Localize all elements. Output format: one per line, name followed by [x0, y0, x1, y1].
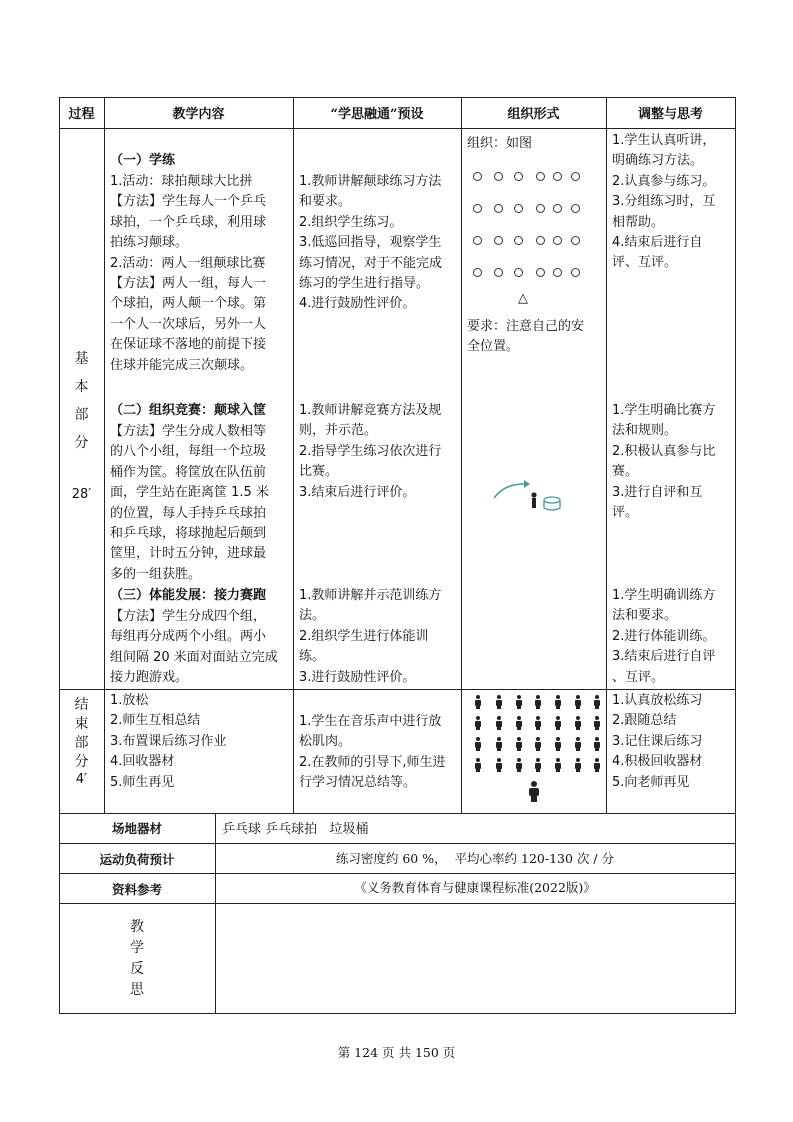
- player-body-icon: [532, 498, 536, 508]
- bin-top-icon: [544, 497, 560, 503]
- student-face-icon: [571, 236, 580, 245]
- reflection-label: 教 学 反 思: [130, 919, 144, 998]
- adjust2: 1.学生明确比赛方 法和规则。 2.积极认真参与比 赛。 3.进行自评和互 评。: [612, 403, 716, 521]
- student-figure-icon: [574, 716, 582, 730]
- student-face-icon: [514, 268, 523, 277]
- org-label: 组织：如图: [467, 136, 533, 151]
- student-figure-icon: [574, 737, 582, 751]
- ending-adjust: 1.认真放松练习 2.跟随总结 3.记住课后练习 4.积极回收器材 5.向老师再见: [612, 693, 703, 790]
- equipment-value: 乒乓球 乒乓球拍 垃圾桶: [222, 822, 369, 837]
- student-face-icon: [571, 172, 580, 181]
- student-figure-icon: [474, 695, 482, 709]
- ending-content: 1.放松 2.师生互相总结 3.布置课后练习作业 4.回收器材 5.师生再见: [110, 693, 227, 790]
- load-value: 练习密度约 60 %， 平均心率约 120-130 次 / 分: [335, 851, 615, 866]
- header-content: 教学内容: [172, 107, 225, 122]
- student-face-icon: [473, 268, 482, 277]
- student-figure-icon: [554, 737, 562, 751]
- student-face-icon: [571, 204, 580, 213]
- section2-content: 【方法】学生分成人数相等 的八个小组，每组一个垃圾 桶作为筐。将筐放在队伍前 面，学生站在距离筐 1.5 米 的位置，每人手持乒乓球拍 和乒乓球，将球抛起后颠到 筐里，计时五分钟，进球最 多的一组获胜。: [110, 424, 269, 582]
- student-figure-icon: [534, 758, 542, 772]
- student-figure-icon: [495, 716, 503, 730]
- ending-preset: 1.学生在音乐声中进行放 松肌肉。 2.在教师的引导下,师生进 行学习情况总结等。: [299, 714, 446, 791]
- student-face-icon: [536, 268, 545, 277]
- student-figure-icon: [534, 737, 542, 751]
- student-figure-icon: [593, 716, 601, 730]
- student-figure-icon: [554, 716, 562, 730]
- header-organization: 组织形式: [507, 107, 560, 122]
- arrow-head-icon: [524, 480, 530, 488]
- student-face-icon: [553, 204, 562, 213]
- student-figure-icon: [474, 758, 482, 772]
- header-preset: “学思融通”预设: [330, 107, 424, 122]
- teacher-figure-icon: [528, 781, 540, 801]
- preset3: 1.教师讲解并示范训练方 法。 2.组织学生进行体能训 练。 3.进行鼓励性评价。: [299, 588, 442, 685]
- student-face-icon: [571, 268, 580, 277]
- header-adjust: 调整与思考: [637, 107, 703, 122]
- student-figure-icon: [495, 695, 503, 709]
- ending-section-label: 结 束 部 分: [74, 697, 89, 770]
- student-face-icon: [514, 204, 523, 213]
- preset1: 1.教师讲解颠球练习方法 和要求。 2.组织学生练习。 3.低巡回指导，观察学生 练习情况，对于不能完成 练习的学生进行指导。 4.进行鼓励性评价。: [299, 174, 443, 312]
- header-process: 过程: [68, 107, 95, 122]
- basic-section-label: 基 本 部 分: [74, 351, 89, 451]
- preset2: 1.教师讲解竞赛方法及规 则，并示范。 2.指导学生练习依次进行 比赛。 3.结束后进行评价。: [299, 403, 442, 500]
- student-face-icon: [536, 172, 545, 181]
- student-face-icon: [473, 236, 482, 245]
- student-face-icon: [514, 236, 523, 245]
- student-face-icon: [473, 204, 482, 213]
- student-figure-icon: [593, 758, 601, 772]
- reference-value: 《义务教育体育与健康课程标准(2022版)》: [354, 880, 596, 895]
- org-requirement: 要求：注意自己的安 全位置。: [467, 319, 585, 355]
- student-figure-icon: [574, 695, 582, 709]
- student-face-icon: [494, 172, 503, 181]
- ending-section-time: 4′: [75, 772, 88, 787]
- section3-title: （三）体能发展：接力赛跑: [110, 588, 267, 603]
- equipment-label: 场地器材: [111, 821, 162, 836]
- student-face-icon: [553, 172, 562, 181]
- student-figure-icon: [554, 758, 562, 772]
- student-figure-icon: [574, 758, 582, 772]
- reference-label: 资料参考: [111, 882, 162, 897]
- student-figure-icon: [495, 758, 503, 772]
- student-face-icon: [536, 236, 545, 245]
- student-face-icon: [494, 268, 503, 277]
- throw-arrow-icon: [494, 484, 524, 498]
- section3-content: 【方法】学生分成四个组， 每组再分成两个小组。两小 组间隔 20 米面对面站立完成 接力跑游戏。: [110, 609, 278, 686]
- adjust1: 1.学生认真听讲， 明确练习方法。 2.认真参与练习。 3.分组练习时，互 相帮助。 4.结束后进行自 评、互评。: [612, 133, 716, 271]
- section1-content: 1.活动：球拍颠球大比拼 【方法】学生每人一个乒乓 球拍，一个乒乓球，利用球 拍练习颠球。 2.活动：两人一组颠球比赛 【方法】两人一组，每人一 个球拍，两人颠一个球。第 一个人一次球后，另外一人 在保证球不落地的前提下接 住球并能完成三次颠球。: [110, 174, 267, 373]
- throw-diagram: [490, 478, 565, 514]
- student-figure-icon: [515, 737, 523, 751]
- section1-title: （一）学练: [110, 153, 176, 168]
- student-figure-icon: [474, 716, 482, 730]
- student-face-icon: [536, 204, 545, 213]
- student-face-icon: [553, 236, 562, 245]
- basic-section-time: 28′: [71, 487, 92, 502]
- student-figure-icon: [515, 716, 523, 730]
- student-figure-icon: [593, 737, 601, 751]
- student-figure-icon: [534, 716, 542, 730]
- adjust3: 1.学生明确训练方 法和要求。 2.进行体能训练。 3.结束后进行自评 、互评。: [612, 588, 716, 685]
- student-figure-icon: [515, 695, 523, 709]
- player-head-icon: [531, 492, 536, 497]
- student-figure-icon: [534, 695, 542, 709]
- student-figure-icon: [593, 695, 601, 709]
- load-label: 运动负荷预计: [99, 852, 175, 867]
- student-face-icon: [473, 172, 482, 181]
- section2-title: （二）组织竞赛：颠球入筐: [110, 403, 267, 418]
- student-face-icon: [494, 204, 503, 213]
- student-figure-icon: [515, 758, 523, 772]
- student-figure-icon: [495, 737, 503, 751]
- teacher-triangle-icon: △: [518, 291, 528, 306]
- student-figure-icon: [554, 695, 562, 709]
- page-number: 第 124 页 共 150 页: [337, 1045, 456, 1060]
- student-face-icon: [514, 172, 523, 181]
- student-face-icon: [553, 268, 562, 277]
- student-figure-icon: [474, 737, 482, 751]
- student-face-icon: [494, 236, 503, 245]
